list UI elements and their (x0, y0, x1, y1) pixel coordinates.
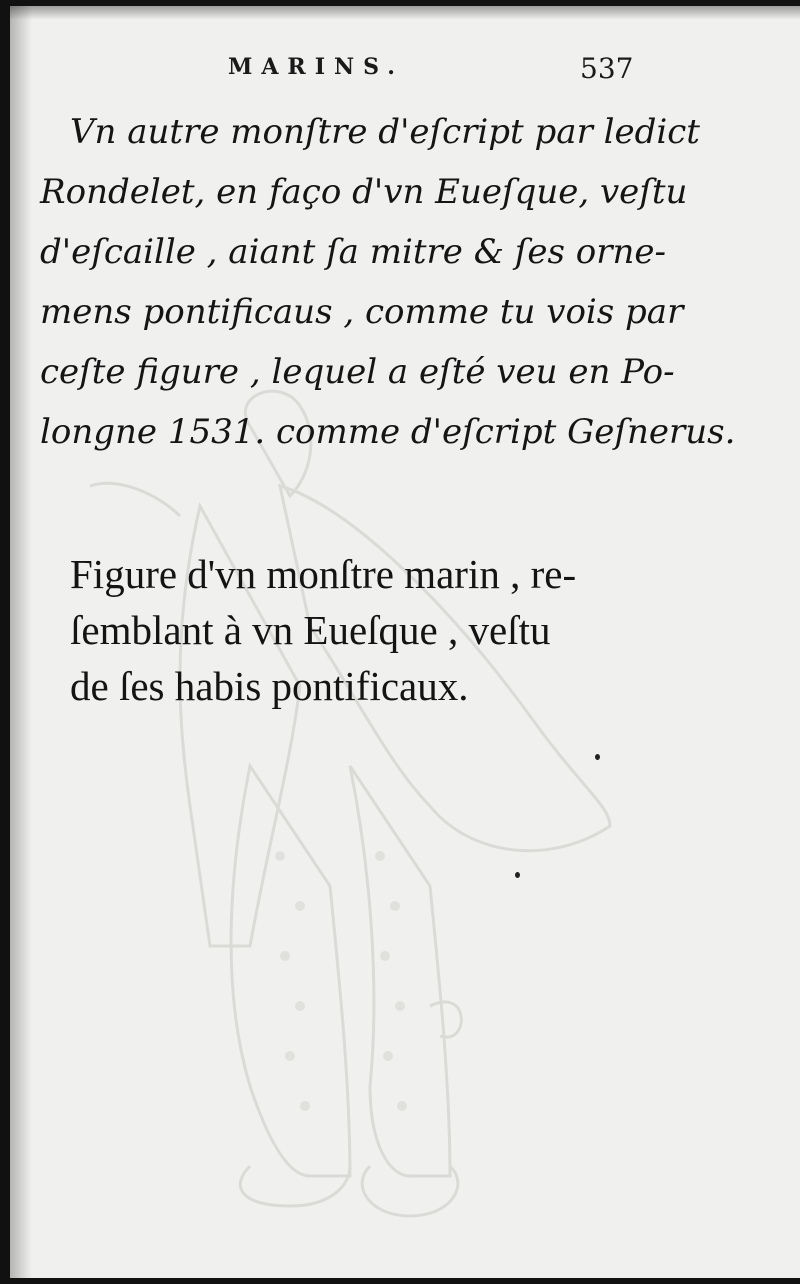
sea-bishop-figure-icon (50, 386, 750, 1246)
page-edge-shadow (10, 6, 800, 20)
passage-line: Vn autre monſtre d'eſcript par ledict (70, 112, 700, 152)
passage-line: d'eſcaille , aiant ſa mitre & ſes orne- (40, 232, 666, 272)
caption-line: Figure d'vn monſtre marin , re- (70, 551, 577, 597)
italic-passage (40, 102, 736, 462)
page-header (10, 52, 800, 92)
passage-line: longne 1531. comme d'eſcript Geſnerus. (40, 412, 736, 452)
binding-shadow (10, 6, 32, 1278)
book-page (10, 6, 800, 1278)
running-title: MARINS. (228, 54, 404, 80)
caption-line: de ſes habis pontificaux. (70, 663, 469, 709)
ink-speck (515, 872, 520, 878)
ink-speck (595, 754, 600, 760)
passage-line: ceſte figure , lequel a eſté veu en Po- (40, 352, 675, 392)
page-number: 537 (580, 52, 634, 85)
figure-caption (70, 546, 670, 714)
caption-line: ſemblant à vn Eueſque , veſtu (70, 607, 551, 653)
passage-line: mens pontificaus , comme tu vois par (40, 292, 684, 332)
passage-line: Rondelet, en faço d'vn Eueſque, veſtu (40, 172, 688, 212)
